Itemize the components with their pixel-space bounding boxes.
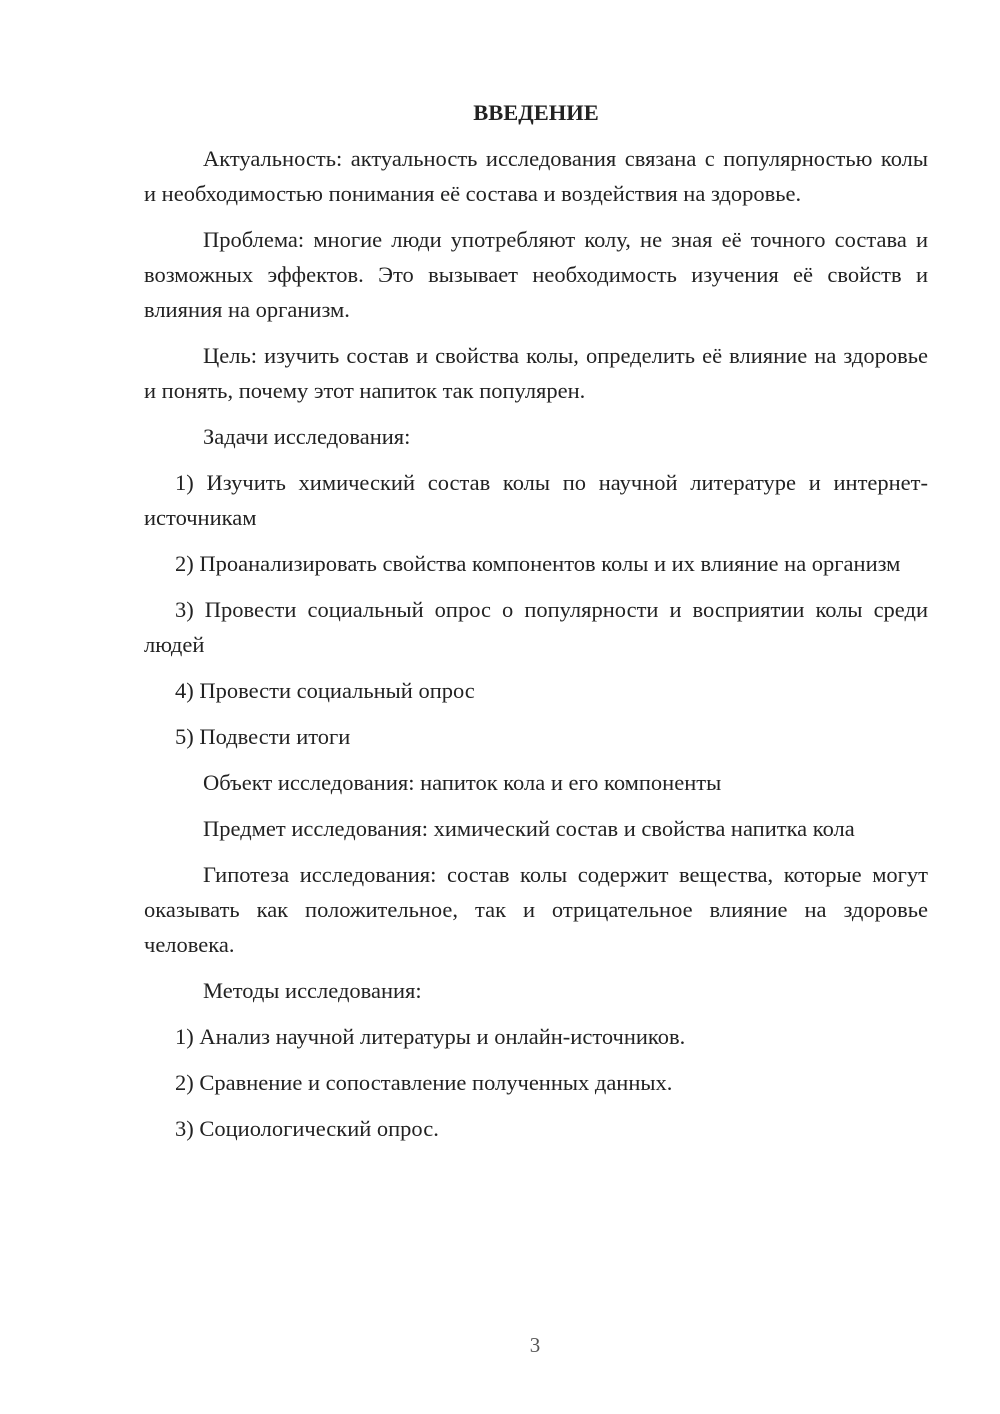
task-item-2: 2) Проанализировать свойства компонентов колы и их влияние на организм xyxy=(175,551,901,576)
goal-paragraph: Цель: изучить состав и свойства колы, определить её влияние на здоровье и понять, почему этот напиток так популярен. xyxy=(144,343,928,403)
hypothesis-paragraph: Гипотеза исследования: состав колы содержит вещества, которые могут оказывать как положительное, так и отрицательное влияние на здоровье человека. xyxy=(144,862,928,957)
method-item-2: 2) Сравнение и сопоставление полученных данных. xyxy=(175,1070,673,1095)
method-item-3: 3) Социологический опрос. xyxy=(175,1116,439,1141)
object-paragraph: Объект исследования: напиток кола и его компоненты xyxy=(203,770,722,795)
method-item-1: 1) Анализ научной литературы и онлайн-источников. xyxy=(175,1024,686,1049)
subject-paragraph: Предмет исследования: химический состав и свойства напитка кола xyxy=(203,816,855,841)
page-number: 3 xyxy=(529,1333,541,1357)
task-item-3: 3) Провести социальный опрос о популярности и восприятии колы среди людей xyxy=(144,597,928,657)
task-item-1: 1) Изучить химический состав колы по научной литературе и интернет-источникам xyxy=(144,470,928,530)
tasks-title: Задачи исследования: xyxy=(203,424,411,449)
section-heading: ВВЕДЕНИЕ xyxy=(473,100,599,125)
relevance-paragraph: Актуальность: актуальность исследования связана с популярностью колы и необходимостью понимания её состава и воздействия на здоровье. xyxy=(144,146,928,206)
methods-title: Методы исследования: xyxy=(203,978,422,1003)
task-item-4: 4) Провести социальный опрос xyxy=(175,678,475,703)
page-content xyxy=(144,95,928,1157)
problem-paragraph: Проблема: многие люди употребляют колу, не зная её точного состава и возможных эффектов. Это вызывает необходимость изучения её свойств и влияния на организм. xyxy=(144,227,928,322)
task-item-5: 5) Подвести итоги xyxy=(175,724,351,749)
